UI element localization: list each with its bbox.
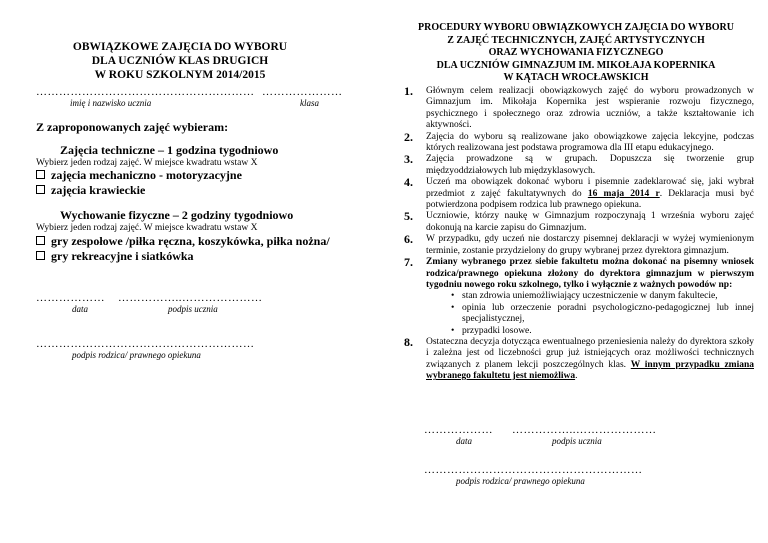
class-caption: klasa <box>300 98 319 108</box>
form-title <box>60 40 300 82</box>
student-signature-field-right[interactable]: ……………..………………… <box>512 424 657 436</box>
parent-signature-caption-right: podpis rodzica/ prawnego opiekuna <box>456 476 585 486</box>
procedure-item-3 <box>424 154 754 177</box>
date-caption-right: data <box>456 436 473 446</box>
procedures-title-line: Z ZAJĘĆ TECHNICZNYCH, ZAJĘĆ ARTYSTYCZNYCH <box>447 34 705 46</box>
procedure-item-4 <box>424 177 754 211</box>
parent-signature-field[interactable]: ………………………………………………… <box>36 338 255 350</box>
date-caption: data <box>72 304 89 314</box>
procedure-text: Zajęcia prowadzone są w grupach. Dopuszcza się tworzenie grup międzyoddziałowych lub międzyklasowych. <box>426 154 754 176</box>
procedures-title-line: PROCEDURY WYBORU OBWIĄZKOWYCH ZAJĘCIA DO WYBORU <box>418 22 734 33</box>
deadline-date: 16 maja 2014 r <box>587 188 660 199</box>
tech-option-mechanical[interactable] <box>36 168 242 183</box>
change-reason: • stan zdrowia uniemożliwiający uczestniczenie w danym fakultecie, <box>462 291 754 302</box>
procedures-title-line: DLA UCZNIÓW GIMNAZJUM IM. MIKOŁAJA KOPERNIKA <box>436 59 716 71</box>
procedure-item-2 <box>424 132 754 155</box>
student-name-caption: imię i nazwisko ucznia <box>70 98 152 108</box>
procedure-text: Zmiany wybranego przez siebie fakultetu można dokonać na pisemny wniosek rodzica/prawnego opiekuna złożony do dyrektora gimnazjum w pierwszym tygodniu nowego roku szkolnego, tylko i wyłącznie z ważnych powodów np: <box>426 257 754 290</box>
procedure-text: W przypadku, gdy uczeń nie dostarczy pisemnej deklaracji w wyżej wymienionym terminie, zostanie przydzielony do grupy wybranej przez dyrektora gimnazjum. <box>426 234 754 256</box>
checkbox[interactable] <box>36 170 45 179</box>
pe-option-recreational[interactable] <box>36 249 194 264</box>
procedure-text: Uczeń ma obowiązek dokonać wyboru i pisemnie zadeklarować się, jaki wybrał przedmiot z zajęć fakultatywnych do <box>426 177 754 199</box>
student-signature-caption-right: podpis ucznia <box>552 436 602 446</box>
pe-section-heading: Wychowanie fizyczne – 2 godziny tygodniowo <box>60 208 294 222</box>
date-field[interactable]: ……………… <box>36 292 105 304</box>
checkbox[interactable] <box>36 236 45 245</box>
tech-section-heading: Zajęcia techniczne – 1 godzina tygodniowo <box>60 143 279 157</box>
checkbox[interactable] <box>36 185 45 194</box>
parent-signature-field-right[interactable]: ………………………………………………… <box>424 464 643 476</box>
procedure-item-6 <box>424 234 754 257</box>
checkbox[interactable] <box>36 251 45 260</box>
tech-option-tailoring[interactable] <box>36 183 145 198</box>
student-signature-caption: podpis ucznia <box>168 304 218 314</box>
class-field[interactable]: ………………… <box>262 86 343 98</box>
option-label: gry zespołowe /piłka ręczna, koszykówka, piłka nożna/ <box>51 234 330 248</box>
date-field-right[interactable]: ……………… <box>424 424 493 436</box>
change-reason: • przypadki losowe. <box>462 326 754 337</box>
parent-signature-caption: podpis rodzica/ prawnego opiekuna <box>72 350 201 360</box>
option-label: gry rekreacyjne i siatkówka <box>51 249 194 263</box>
procedure-item-5 <box>424 211 754 234</box>
procedure-item-1 <box>424 86 754 132</box>
procedures-list <box>414 86 754 383</box>
form-title-line: W ROKU SZKOLNYM 2014/2015 <box>94 69 266 81</box>
procedure-text: . Deklaracja musi być potwierdzona podpisem rodzica lub prawnego opiekuna. <box>426 188 755 211</box>
change-reason: • opinia lub orzeczenie poradni psychologiczno-pedagogicznej lub innej specjalistycznej, <box>462 303 754 326</box>
pe-option-team-games[interactable] <box>36 234 330 249</box>
procedure-text: Głównym celem realizacji obowiązkowych zajęć do wyboru prowadzonych w Gimnazjum im. Mikołaja Kopernika jest wspieranie rozwoju fizycznego, psychicznego i społecznego oraz zdrowia uczniów, a także kształtowanie ich aktywności. <box>426 86 754 131</box>
procedure-item-8 <box>424 337 754 383</box>
choose-heading: Z zaproponowanych zajęć wybieram: <box>36 120 229 134</box>
pe-instruction: Wybierz jeden rodzaj zajęć. W miejsce kwadratu wstaw X <box>36 223 258 233</box>
tech-instruction: Wybierz jeden rodzaj zajęć. W miejsce kwadratu wstaw X <box>36 158 258 168</box>
procedure-text: . <box>575 371 578 382</box>
change-reasons-list <box>426 291 754 337</box>
student-signature-field[interactable]: ……………..………………… <box>118 292 263 304</box>
procedures-title-line: W KĄTACH WROCŁAWSKICH <box>503 72 649 83</box>
procedure-text: Uczniowie, którzy naukę w Gimnazjum rozpoczynają 1 września wyboru zajęć dokonują na karcie zapisu do Gimnazjum. <box>426 211 754 233</box>
option-label: zajęcia krawieckie <box>51 183 146 197</box>
procedures-title-line: ORAZ WYCHOWANIA FIZYCZNEGO <box>488 47 664 58</box>
procedure-text: Zajęcia do wyboru są realizowane jako obowiązkowe zajęcia lekcyjne, podczas których realizowana jest podstawa programowa dla III etapu edukacyjnego. <box>426 131 754 154</box>
right-page <box>384 0 768 543</box>
student-name-field[interactable]: ………………………………………………… <box>36 86 255 98</box>
form-title-line: DLA UCZNIÓW KLAS DRUGICH <box>91 55 269 67</box>
procedure-item-7 <box>424 257 754 337</box>
form-title-line: OBWIĄZKOWE ZAJĘCIA DO WYBORU <box>72 41 288 53</box>
procedures-title <box>384 22 768 85</box>
option-label: zajęcia mechaniczno - motoryzacyjne <box>51 168 242 182</box>
procedure-text: Ostateczna decyzja dotycząca ewentualnego przeniesienia należy do dyrektora szkoły i zależna jest od liczebności grup już istniejących oraz możliwości technicznych związanych z planem lekcji poszczególnych klas. <box>426 336 754 370</box>
final-note: W innym przypadku zmiana wybranego fakultetu jest niemożliwa <box>426 359 754 382</box>
